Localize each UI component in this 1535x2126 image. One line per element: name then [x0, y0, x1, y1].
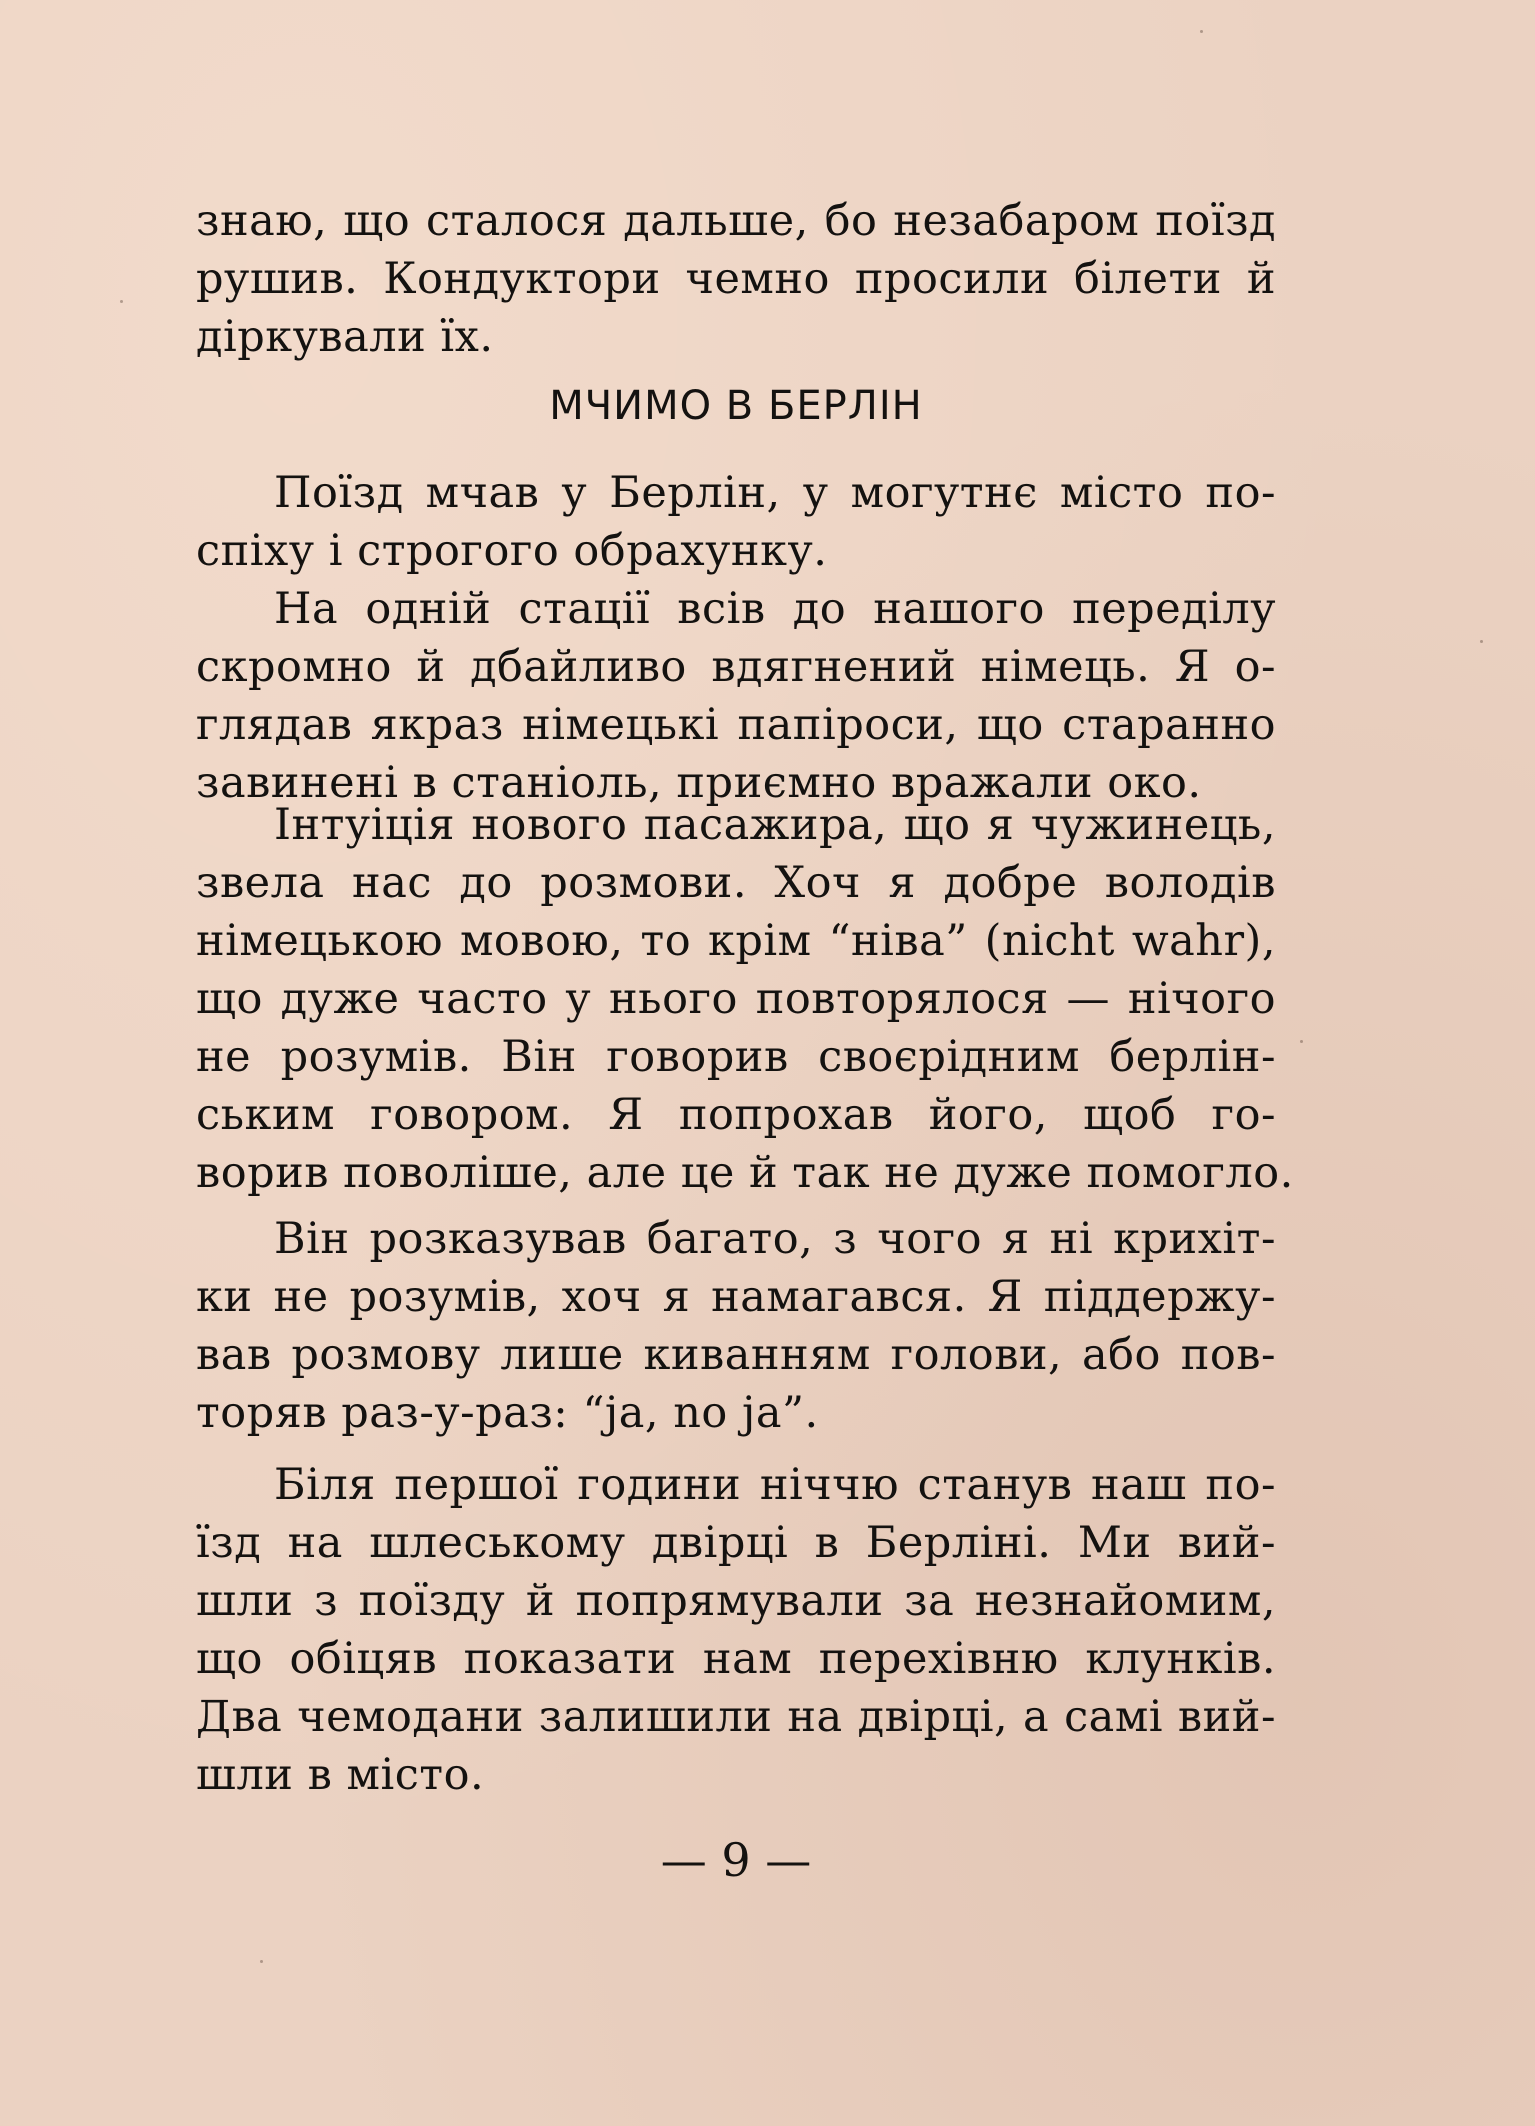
paper-speck: [1300, 1040, 1303, 1043]
paper-speck: [1200, 30, 1203, 33]
text-line: шли з поїзду й попрямували за незнайомим,: [196, 1576, 1276, 1626]
text-line: Він розказував багато, з чого я ні крихіт-: [274, 1214, 1276, 1264]
paragraph-4: [196, 1210, 1276, 1442]
text-line: Інтуіція нового пасажира, що я чужинець,: [274, 800, 1276, 850]
text-line: завинені в станіоль, приємно вражали око.: [196, 758, 1202, 808]
text-line: ським говором. Я попрохав його, щоб го-: [196, 1090, 1276, 1140]
text-line: ворив поволіше, але це й так не дуже помогло.: [196, 1148, 1294, 1198]
paragraph-1: [196, 464, 1276, 580]
text-line: що дуже часто у нього повторялося — нічого: [196, 974, 1276, 1024]
intro-paragraph: [196, 192, 1276, 366]
text-line: звела нас до розмови. Хоч я добре володів: [196, 858, 1276, 908]
text-line: вав розмову лише киванням голови, або пов-: [196, 1330, 1276, 1380]
paragraph-5: [196, 1456, 1276, 1804]
text-line: Два чемодани залишили на двірці, а самі вий-: [196, 1692, 1276, 1742]
text-line: спіху і строгого обрахунку.: [196, 526, 828, 576]
paragraph-3: [196, 796, 1294, 1202]
text-line: Біля першої години ніччю станув наш по-: [274, 1460, 1276, 1510]
text-line: що обіцяв показати нам перехівню клунків.: [196, 1634, 1276, 1684]
paragraph-2: [196, 580, 1276, 812]
text-line: рушив. Кондуктори чемно просили білети й: [196, 254, 1276, 304]
paper-speck: [1480, 640, 1483, 643]
text-line: торяв раз-у-раз: “ja, no ja”.: [196, 1388, 819, 1438]
text-line: глядав якраз німецькі папіроси, що старанно: [196, 700, 1276, 750]
paper-speck: [260, 1960, 263, 1963]
text-line: Поїзд мчав у Берлін, у могутнє місто по-: [274, 468, 1276, 518]
text-line: їзд на шлеському двірці в Берліні. Ми вий-: [196, 1518, 1276, 1568]
text-line: На одній стації всів до нашого переділу: [274, 584, 1276, 634]
text-line: діркували їх.: [196, 312, 494, 362]
page-number: — 9 —: [660, 1833, 812, 1887]
text-line: не розумів. Він говорив своєрідним берлін-: [196, 1032, 1276, 1082]
text-line: знаю, що сталося дальше, бо незабаром поїзд: [196, 196, 1276, 246]
text-line: німецькою мовою, то крім “ніва” (nicht wahr),: [196, 916, 1276, 966]
text-line: шли в місто.: [196, 1750, 485, 1800]
text-line: ки не розумів, хоч я намагався. Я піддержу-: [196, 1272, 1276, 1322]
section-heading: МЧИМО В БЕРЛІН: [549, 383, 923, 429]
paper-speck: [120, 300, 123, 303]
text-line: скромно й дбайливо вдягнений німець. Я о-: [196, 642, 1276, 692]
